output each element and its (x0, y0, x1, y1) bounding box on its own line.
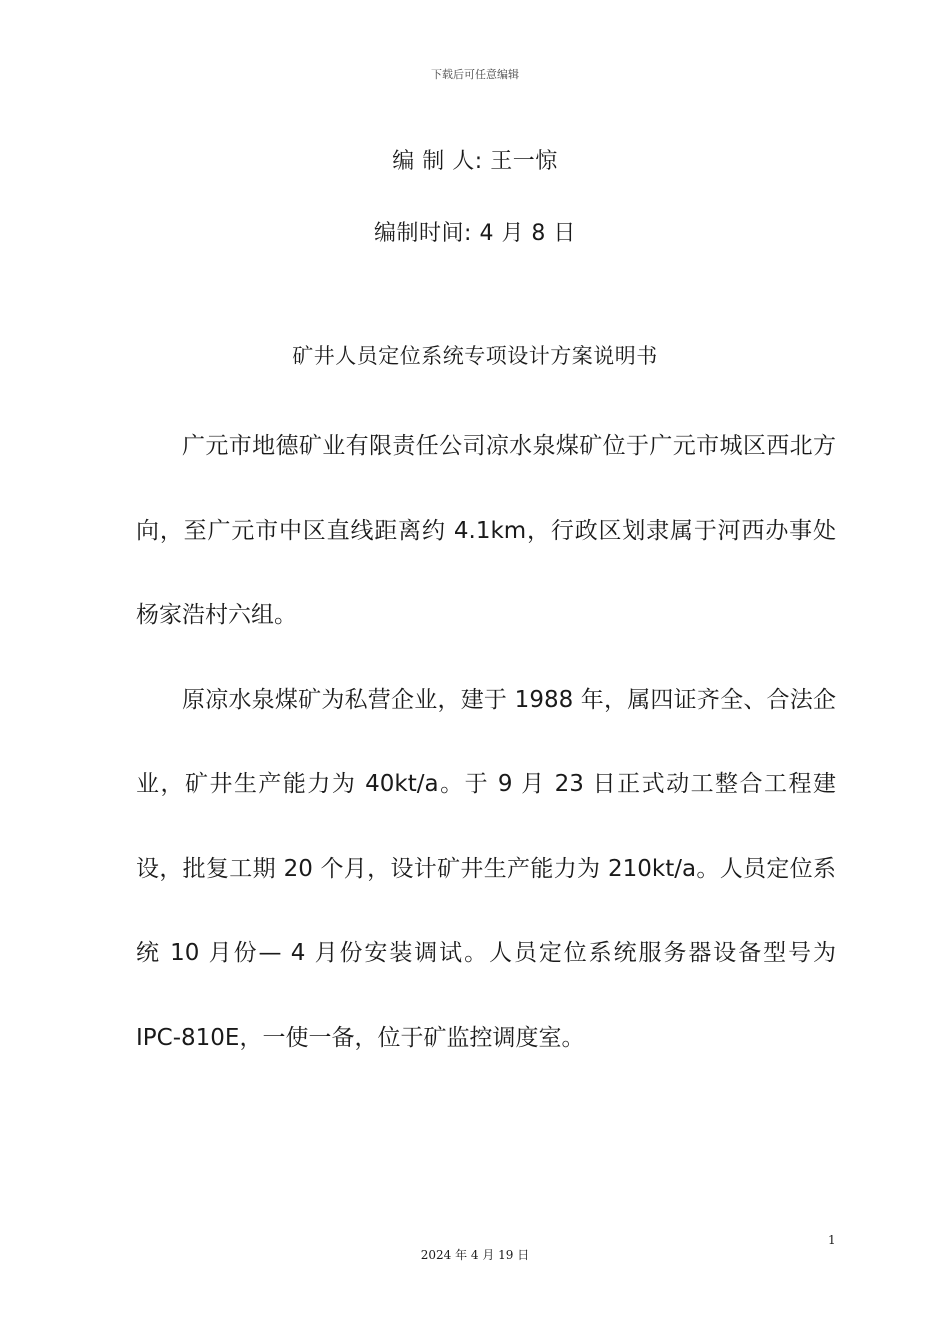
footer-date: 2024 年 4 月 19 日 (420, 1248, 530, 1262)
paragraph-history: 原凉水泉煤矿为私营企业，建于 1988 年，属四证齐全、合法企业，矿井生产能力为 40kt/a。于 9 月 23 日正式动工整合工程建设，批复工期 20 个月，设计矿井生产能力为 210kt/a。人员定位系统 10 月份— 4 月份安装调试。人员定位系统服务器设备型号为 IPC-810E，一使一备，位于矿监控调度室。 (136, 686, 836, 1051)
header-note: 下载后可任意编辑 (431, 68, 519, 81)
document-title: 矿井人员定位系统专项设计方案说明书 (292, 344, 658, 368)
document-body (136, 404, 836, 1080)
author-line: 编 制 人: 王一惊 (392, 149, 558, 174)
paragraph-location: 广元市地德矿业有限责任公司凉水泉煤矿位于广元市城区西北方向，至广元市中区直线距离约 4.1km，行政区划隶属于河西办事处杨家浩村六组。 (136, 433, 836, 628)
page-number: 1 (828, 1233, 836, 1247)
compile-date-line: 编制时间: 4 月 8 日 (374, 221, 576, 246)
